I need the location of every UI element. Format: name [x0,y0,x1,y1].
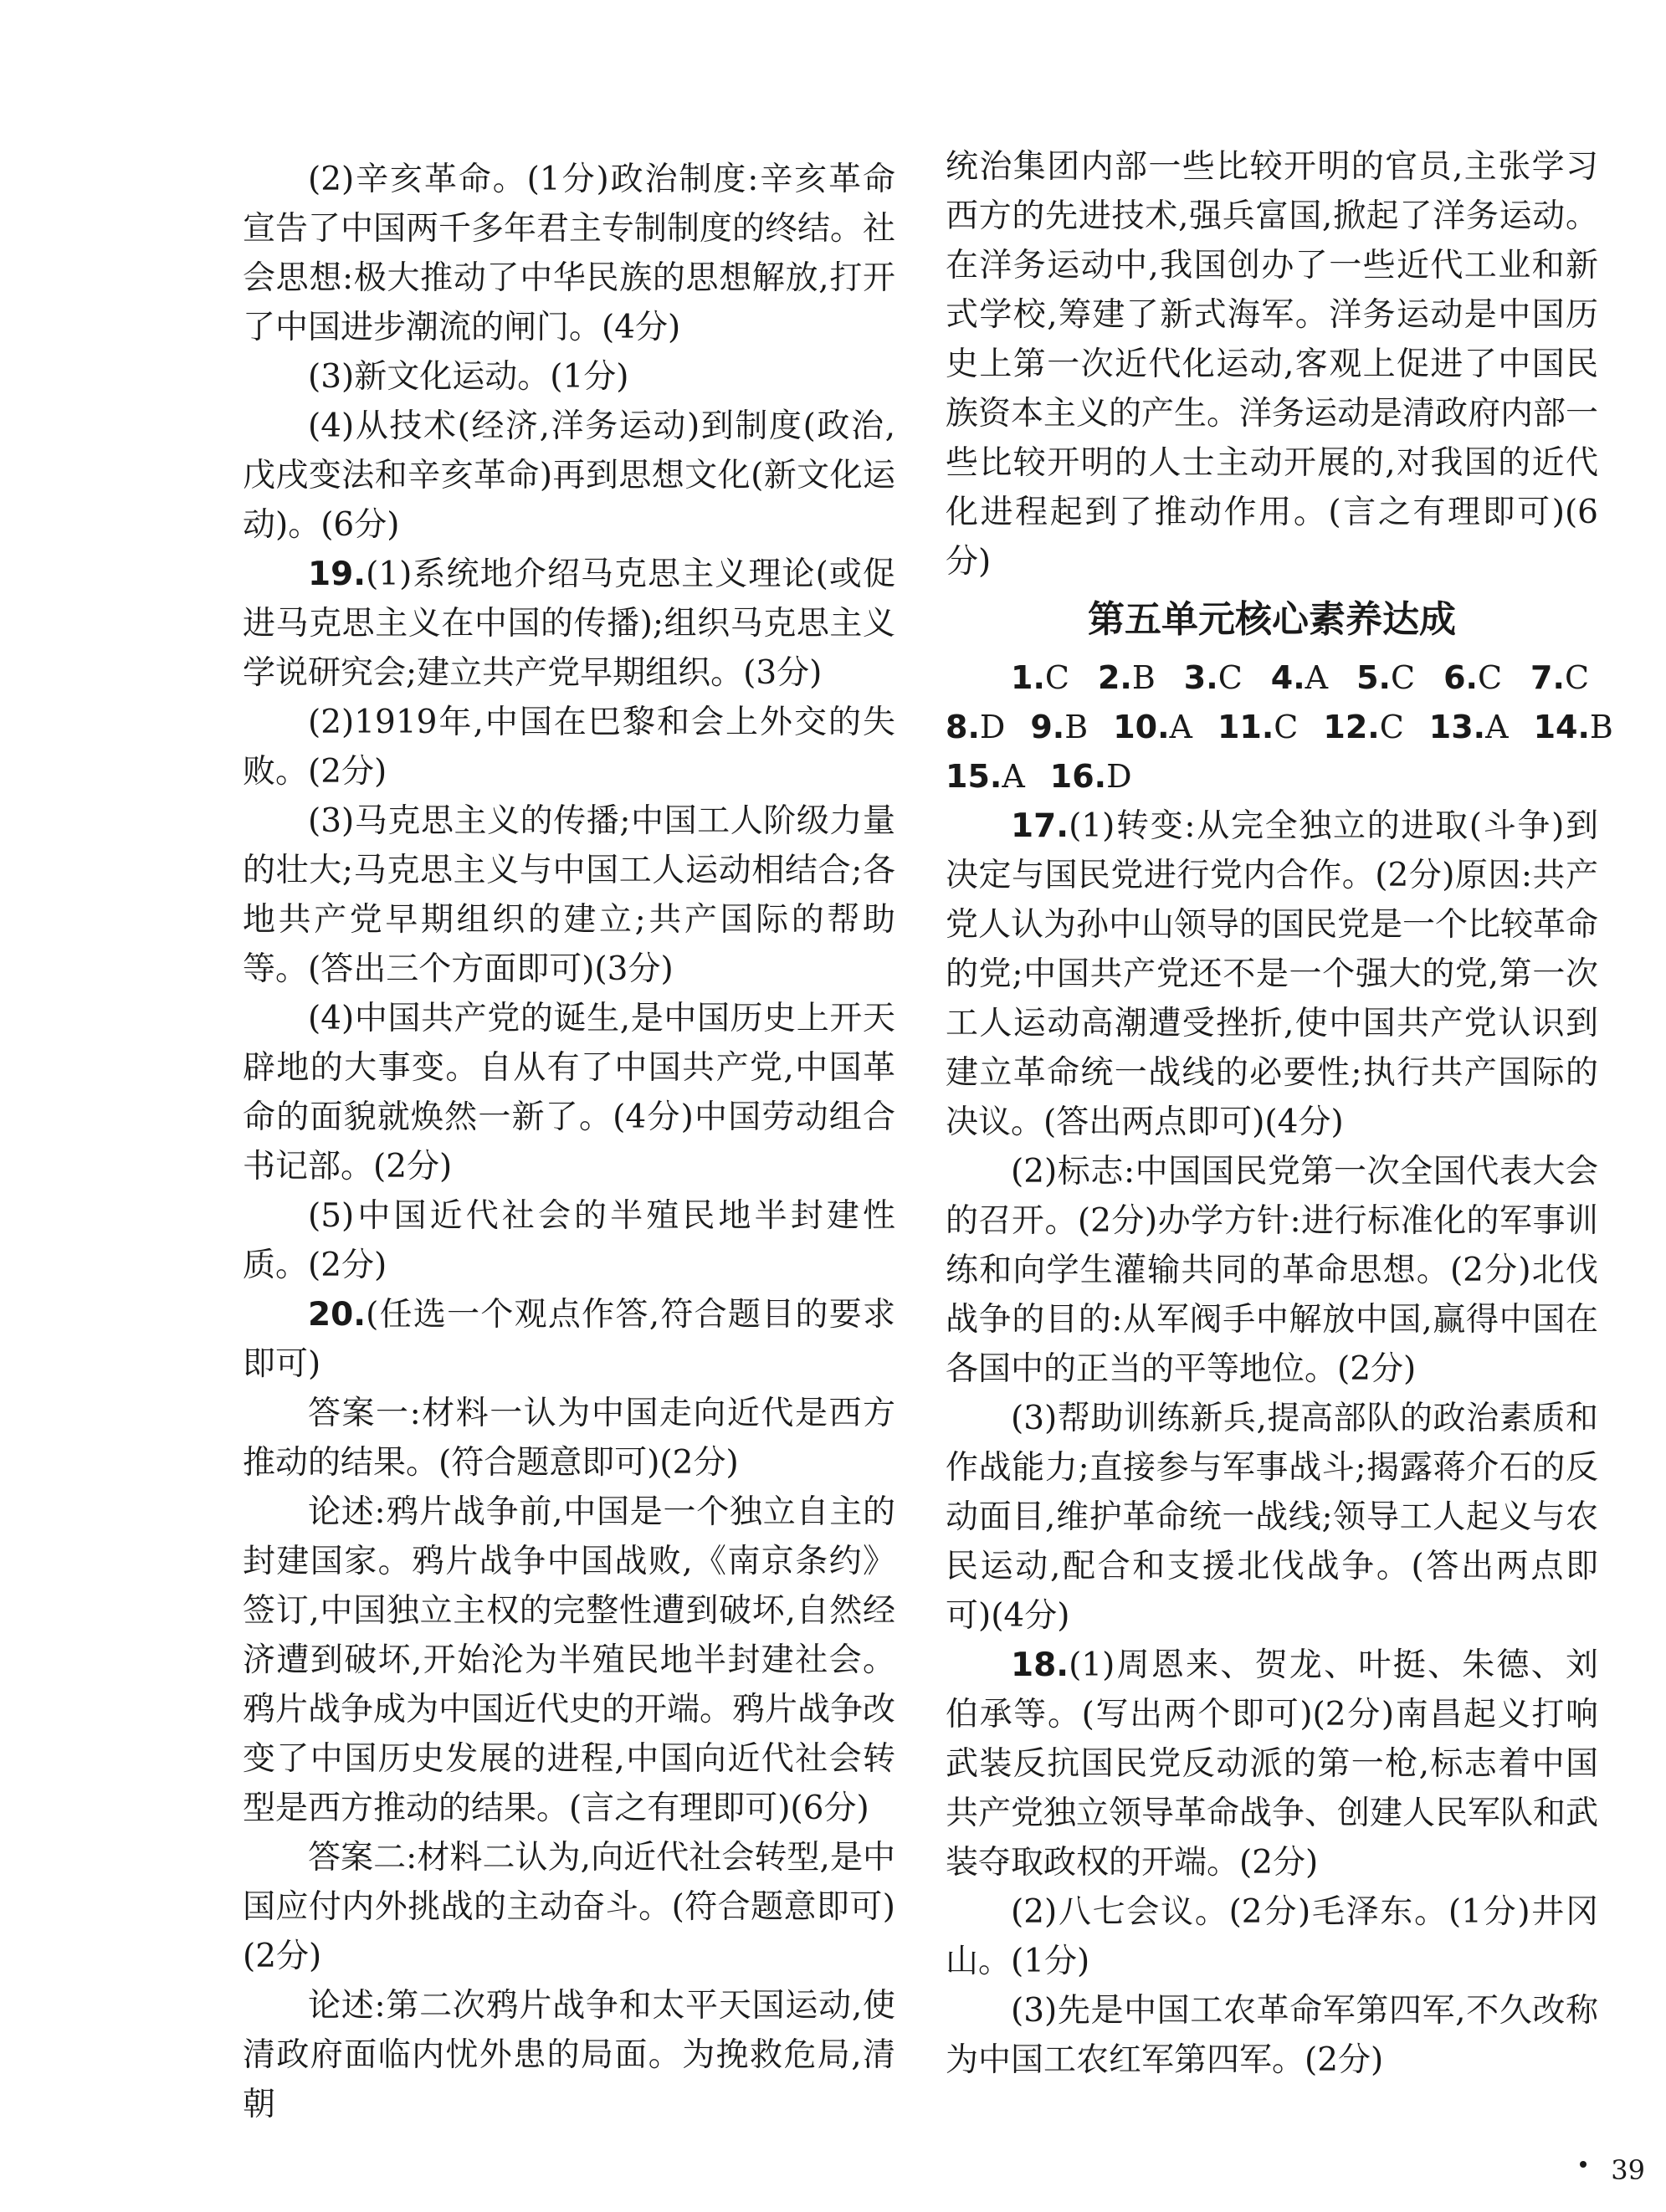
question-number: 20. [308,1296,367,1334]
answer-paragraph [243,796,895,994]
answer-paragraph [243,1487,895,1833]
mc-number: 3. [1183,659,1218,696]
mc-letter: C [1564,659,1590,696]
mc-answer [1011,653,1069,703]
mc-answer [1217,703,1298,752]
multiple-choice-answers [946,653,1613,801]
answer-text: (2)1919年,中国在巴黎和会上外交的失败。(2分) [243,704,895,791]
answer-text: (1)系统地介绍马克思主义理论(或促进马克思主义在中国的传播);组织马克思主义学说研究会;建立共产党早期组织。(3分) [243,556,895,692]
answer-paragraph [243,550,895,698]
answer-paragraph [946,1394,1598,1641]
answer-paragraph [243,1290,895,1389]
question-number: 17. [1011,807,1069,845]
mc-row [946,653,1598,703]
unit-title: 第五单元核心素养达成 [1088,598,1456,641]
mc-number: 1. [1011,659,1045,696]
mc-answer [1443,653,1502,703]
answer-paragraph [243,1981,895,2129]
answer-text: (1)周恩来、贺龙、叶挺、朱德、刘伯承等。(写出两个即可)(2分)南昌起义打响武装反抗国民党反动派的第一枪,标志着中国共产党独立领导革命战争、创建人民军队和武装夺取政权的开端。(2分) [946,1646,1599,1882]
answer-text: (4)中国共产党的诞生,是中国历史上开天辟地的大事变。自从有了中国共产党,中国革命的面貌就焕然一新了。(4分)中国劳动组合书记部。(2分) [243,1000,895,1185]
page-number-dot [1580,2161,1587,2168]
mc-number: 5. [1356,659,1391,696]
mc-answer [1429,703,1509,752]
mc-letter: C [1217,659,1243,696]
mc-letter: A [1485,709,1509,745]
mc-letter: A [1169,709,1192,745]
mc-number: 10. [1113,709,1170,745]
answer-text: (1)转变:从完全独立的进取(斗争)到决定与国民党进行党内合作。(2分)原因:共产党人认为孙中山领导的国民党是一个比较革命的党;中国共产党还不是一个强大的党,第一次工人运动高潮遭受挫折,使中国共产党认识到建立革命统一战线的必要性;执行共产国际的决议。(答出两点即可)(4分) [946,807,1599,1141]
answer-text: (2)辛亥革命。(1分)政治制度:辛亥革命宣告了中国两千多年君主专制制度的终结。社会思想:极大推动了中华民族的思想解放,打开了中国进步潮流的闸门。(4分) [243,161,896,346]
mc-answer [1323,703,1403,752]
question-number: 19. [308,556,367,593]
mc-answer [1113,703,1192,752]
mc-number: 2. [1097,659,1132,696]
mc-letter: D [979,709,1006,745]
mc-letter: D [1106,758,1132,795]
answer-text: (4)从技术(经济,洋务运动)到制度(政治,戊戌变法和辛亥革命)再到思想文化(新文化运动)。(6分) [243,407,895,544]
answer-paragraph [946,1147,1598,1394]
mc-number: 6. [1443,659,1478,696]
mc-answer [1356,653,1415,703]
mc-number: 7. [1530,659,1565,696]
answer-paragraph [243,994,895,1191]
mc-number: 14. [1533,709,1590,745]
mc-letter: C [1379,709,1404,745]
question-number: 18. [1011,1646,1069,1684]
mc-answer [1271,653,1328,703]
page-number: 39 [1611,2154,1645,2186]
answer-paragraph [946,801,1598,1147]
answer-paragraph [946,1986,1598,2085]
mc-letter: A [1305,659,1329,696]
mc-row [946,752,1598,801]
right-answer-paragraphs [946,801,1598,2085]
answer-text: (2)标志:中国国民党第一次全国代表大会的召开。(2分)办学方针:进行标准化的军事训练和向学生灌输共同的革命思想。(2分)北伐战争的目的:从军阀手中解放中国,赢得中国在各国中的正当的平等地位。(2分) [946,1153,1598,1388]
mc-row [946,703,1613,752]
answer-text: (2)八七会议。(2分)毛泽东。(1分)井冈山。(1分) [946,1893,1598,1980]
mc-answer [946,752,1025,801]
answer-paragraph [243,402,895,550]
left-column [243,155,895,2129]
answer-text: 论述:第二次鸦片战争和太平天国运动,使清政府面临内忧外患的局面。为挽救危局,清朝 [243,1987,895,2123]
answer-text: (3)帮助训练新兵,提高部队的政治素质和作战能力;直接参与军事战斗;揭露蒋介石的反动面目,维护革命统一战线;领导工人起义与农民运动,配合和支援北伐战争。(答出两点即可)(4分) [946,1400,1598,1635]
answer-text: 答案二:材料二认为,向近代社会转型,是中国应付内外挑战的主动奋斗。(符合题意即可)(2分) [243,1839,895,1975]
mc-answer [1530,653,1589,703]
answer-text: 论述:鸦片战争前,中国是一个独立自主的封建国家。鸦片战争中国战败,《南京条约》签订,中国独立主权的完整性遭到破坏,自然经济遭到破坏,开始沦为半殖民地半封建社会。鸦片战争成为中国近代史的开端。鸦片战争改变了中国历史发展的进程,中国向近代社会转型是西方推动的结果。(言之有理即可)(6分) [243,1493,896,1827]
mc-letter: B [1131,659,1156,696]
mc-number: 9. [1030,709,1065,745]
mc-answer [1050,752,1132,801]
mc-answer [946,703,1005,752]
mc-number: 16. [1049,758,1107,795]
answer-text: (3)马克思主义的传播;中国工人阶级力量的壮大;马克思主义与中国工人运动相结合;各地共产党早期组织的建立;共产国际的帮助等。(答出三个方面即可)(3分) [243,802,895,988]
answer-text: (3)先是中国工农革命军第四军,不久改称为中国工农红军第四军。(2分) [946,1992,1598,2079]
answer-paragraph [946,1641,1598,1887]
mc-number: 12. [1323,709,1380,745]
answer-text: (3)新文化运动。(1分) [308,358,629,396]
mc-answer [1098,653,1156,703]
answer-paragraph [243,155,895,352]
mc-letter: C [1044,659,1069,696]
answer-text: 答案一:材料一认为中国走向近代是西方推动的结果。(符合题意即可)(2分) [243,1395,895,1482]
mc-number: 13. [1428,709,1486,745]
answer-paragraph [243,698,895,796]
mc-answer [1030,703,1088,752]
mc-number: 15. [946,758,1002,795]
mc-number: 8. [946,709,980,745]
mc-letter: C [1477,659,1503,696]
mc-letter: A [1002,758,1025,795]
answer-text: (5)中国近代社会的半殖民地半封建性质。(2分) [243,1197,895,1284]
answer-paragraph [243,352,895,402]
answer-paragraph [243,1389,895,1487]
right-column [946,142,1613,2085]
mc-letter: C [1274,709,1299,745]
mc-letter: B [1589,709,1613,745]
mc-letter: B [1064,709,1089,745]
right-top-paragraph: 统治集团内部一些比较开明的官员,主张学习西方的先进技术,强兵富国,掀起了洋务运动。在洋务运动中,我国创办了一些近代工业和新式学校,筹建了新式海军。洋务运动是中国历史上第一次近代化运动,客观上促进了中国民族资本主义的产生。洋务运动是清政府内部一些比较开明的人士主动开展的,对我国的近代化进程起到了推动作用。(言之有理即可)(6分) [946,148,1599,581]
mc-answer [1534,703,1613,752]
answer-text: (任选一个观点作答,符合题目的要求即可) [243,1296,895,1383]
answer-paragraph [243,1191,895,1290]
mc-answer [1184,653,1243,703]
mc-number: 11. [1217,709,1274,745]
answer-paragraph [243,1833,895,1981]
mc-letter: C [1391,659,1416,696]
answer-paragraph [946,1887,1598,1986]
mc-number: 4. [1270,659,1305,696]
